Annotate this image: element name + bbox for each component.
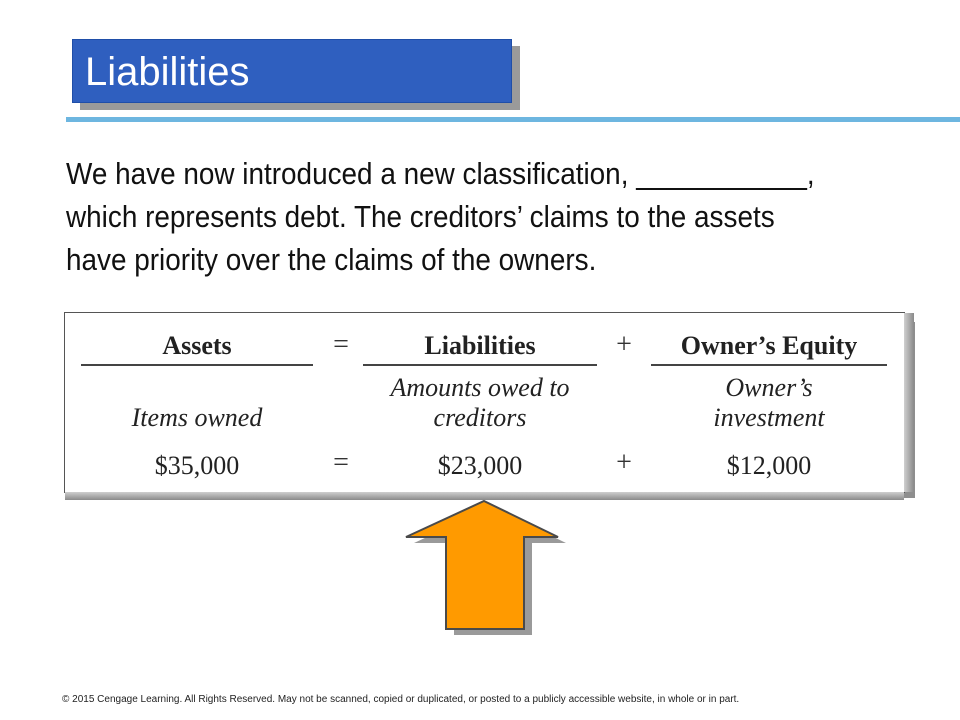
value-assets: $35,000	[154, 451, 240, 480]
body-line: We have now introduced a new classification, ___________,	[66, 156, 815, 191]
title-box	[72, 39, 512, 103]
title-rule	[66, 117, 960, 122]
slide-title: Liabilities	[85, 50, 250, 94]
body-line: which represents debt. The creditors’ claims to the assets	[66, 199, 775, 234]
description-line: Amounts owed to	[390, 373, 570, 402]
equals-operator: =	[333, 447, 349, 478]
equals-operator: =	[333, 329, 349, 360]
description-line: Items owned	[131, 403, 263, 432]
value-owners-equity: $12,000	[726, 451, 812, 480]
description-assets	[81, 403, 313, 433]
accounting-equation-table	[64, 312, 905, 493]
value-liabilities: $23,000	[437, 451, 523, 480]
header-assets: Assets	[162, 331, 232, 360]
body-line: have priority over the claims of the owners.	[66, 242, 597, 277]
copyright-footer: © 2015 Cengage Learning. All Rights Reserved. May not be scanned, copied or duplicated, or posted to a publicly accessible website, in whole or in part.	[62, 694, 740, 705]
header-owners-equity: Owner’s Equity	[680, 331, 858, 360]
description-owners-equity	[651, 373, 887, 433]
header-underline	[363, 364, 597, 366]
description-line: creditors	[433, 403, 527, 432]
header-underline	[651, 364, 887, 366]
plus-operator: +	[616, 329, 632, 360]
header-underline	[81, 364, 313, 366]
description-liabilities	[363, 373, 597, 433]
plus-operator: +	[616, 447, 632, 478]
up-arrow-icon	[400, 497, 570, 637]
description-line: investment	[713, 403, 825, 432]
body-paragraph	[66, 152, 840, 281]
description-line: Owner’s	[725, 373, 813, 402]
table-bevel-right	[904, 313, 914, 492]
header-liabilities: Liabilities	[424, 331, 536, 360]
